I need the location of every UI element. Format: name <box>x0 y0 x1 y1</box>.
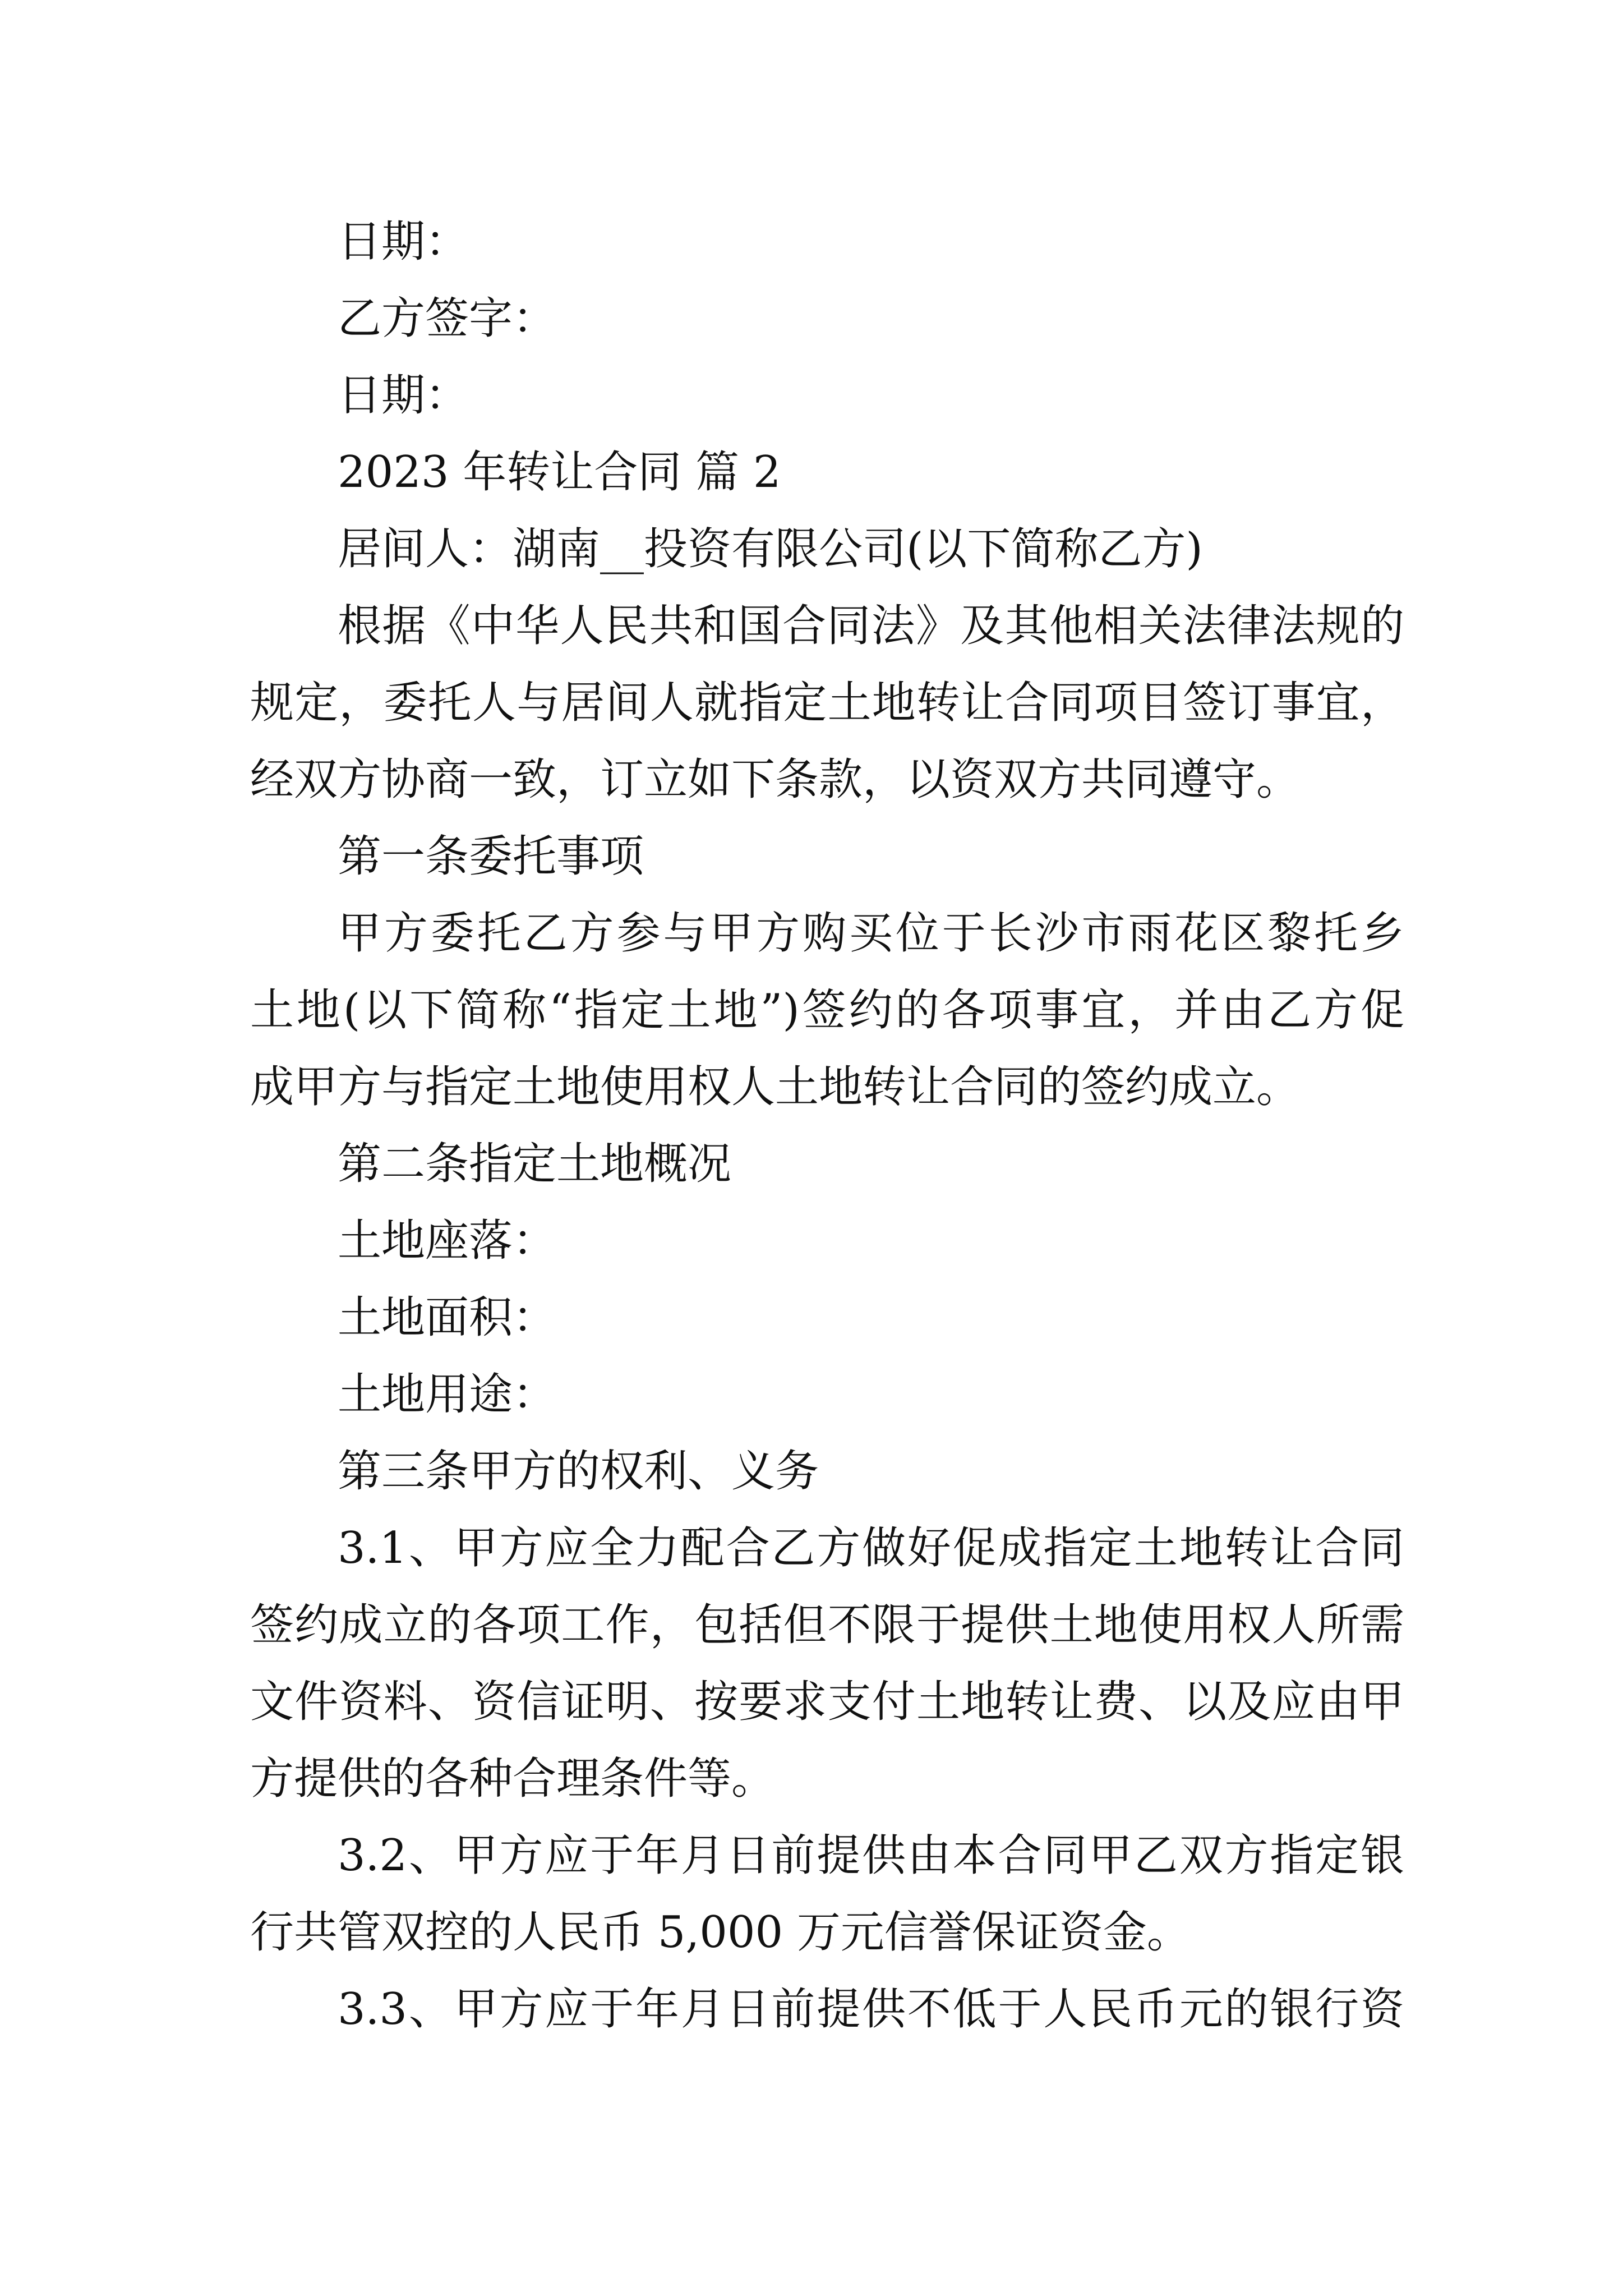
text-line: 签约成立的各项工作，包括但不限于提供土地使用权人所需 <box>250 1600 1404 1650</box>
text-line: 方提供的各种合理条件等。 <box>250 1754 776 1804</box>
text-line: 甲方委托乙方参与甲方购买位于长沙市雨花区黎托乡 <box>338 908 1404 959</box>
text-line: 3.2、甲方应于年月日前提供由本合同甲乙双方指定银 <box>338 1830 1404 1881</box>
text-line: 规定，委托人与居间人就指定土地转让合同项目签订事宜， <box>250 678 1404 728</box>
document-page <box>250 204 1404 2048</box>
text-line: 土地座落： <box>338 1216 557 1266</box>
text-line: 日期： <box>338 370 469 421</box>
text-line: 土地(以下简称“指定土地”)签约的各项事宜，并由乙方促 <box>250 985 1404 1036</box>
text-line: 第二条指定土地概况 <box>338 1139 732 1189</box>
text-line: 第三条甲方的权利、义务 <box>338 1446 819 1497</box>
text-line: 经双方协商一致，订立如下条款，以资双方共同遵守。 <box>250 754 1301 805</box>
text-line: 行共管双控的人民币 5,000 万元信誉保证资金。 <box>250 1907 1191 1958</box>
clause-3-3 <box>250 1971 1404 2048</box>
clause-3-2 <box>250 1818 1404 1971</box>
article-2-heading <box>250 1126 1404 1203</box>
land-location-field <box>250 1203 1404 1280</box>
text-line: 2023 年转让合同 篇 2 <box>338 447 781 498</box>
clause-3-1 <box>250 1510 1404 1818</box>
contract-heading <box>250 434 1404 511</box>
text-line: 3.1、甲方应全力配合乙方做好促成指定土地转让合同 <box>338 1523 1404 1573</box>
article-3-heading <box>250 1433 1404 1510</box>
preamble-paragraph <box>250 588 1404 818</box>
text-line: 乙方签字： <box>338 293 557 344</box>
party-b-signature <box>250 280 1404 357</box>
signature-date <box>250 204 1404 280</box>
land-area-field <box>250 1280 1404 1356</box>
text-line: 3.3、甲方应于年月日前提供不低于人民币元的银行资 <box>338 1984 1404 2035</box>
text-line: 根据《中华人民共和国合同法》及其他相关法律法规的 <box>338 601 1404 651</box>
article-1-body <box>250 895 1404 1126</box>
intermediary-line <box>250 511 1404 588</box>
text-line: 土地面积： <box>338 1292 557 1343</box>
land-use-field <box>250 1356 1404 1433</box>
text-line: 文件资料、资信证明、按要求支付土地转让费、以及应由甲 <box>250 1677 1404 1727</box>
text-line: 土地用途： <box>338 1369 557 1420</box>
text-line: 成甲方与指定土地使用权人土地转让合同的签约成立。 <box>250 1062 1301 1112</box>
text-line: 日期： <box>338 217 469 267</box>
article-1-heading <box>250 818 1404 895</box>
text-line: 第一条委托事项 <box>338 831 644 882</box>
text-line: 居间人：湖南__投资有限公司(以下简称乙方) <box>338 524 1203 574</box>
signature-date <box>250 357 1404 434</box>
